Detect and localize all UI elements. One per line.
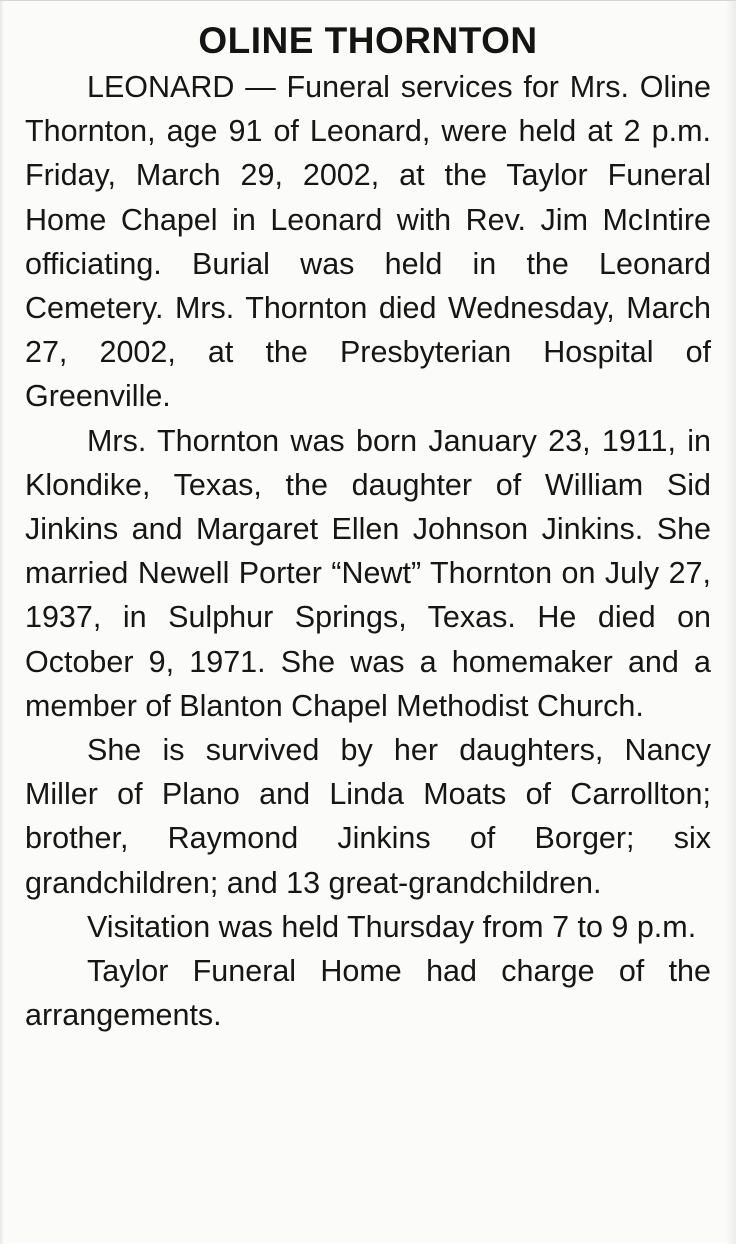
paper-edge-right [726,1,736,1244]
paragraph-survivors: She is survived by her daughters, Nancy Miller of Plano and Linda Moats of Carrollton; brother, Raymond Jinkins of Borger; six grandchildren; and 13 great-grandchildren. [25,733,711,900]
paper-edge-left [0,1,4,1244]
paragraph-arrangements: Taylor Funeral Home had charge of the arrangements. [25,954,711,1033]
paragraph-biography: Mrs. Thornton was born January 23, 1911, in Klondike, Texas, the daughter of William Sid Jinkins and Margaret Ellen Johnson Jinkins. She married Newell Porter “Newt” Thornton on July 27, 1937, in Sulphur Springs, Texas. He died on October 9, 1971. She was a homemaker and a member of Blanton Chapel Methodist Church. [25,423,711,723]
obituary-body [25,65,711,1037]
paragraph-service-details: LEONARD — Funeral services for Mrs. Oline Thornton, age 91 of Leonard, were held at 2 p.m. Friday, March 29, 2002, at the Taylor Funeral Home Chapel in Leonard with Rev. Jim McIntire officiating. Burial was held in the Leonard Cemetery. Mrs. Thornton died Wednesday, March 27, 2002, at the Presbyterian Hospital of Greenville. [25,70,711,414]
obituary-title: OLINE THORNTON [198,20,538,61]
paragraph-visitation: Visitation was held Thursday from 7 to 9 p.m. [87,909,697,944]
